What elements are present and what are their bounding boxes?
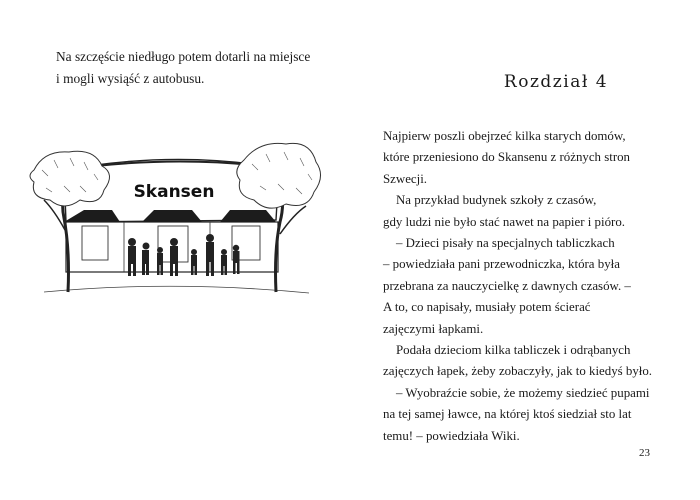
left-page-text [56, 46, 336, 90]
skansen-illustration [24, 130, 324, 300]
text-line: temu! – powiedziała Wiki. [383, 428, 520, 443]
chapter-body [383, 126, 673, 447]
chapter-title: Rozdział 4 [503, 72, 609, 92]
skansen-drawing [24, 130, 324, 300]
text-line: – powiedziała pani przewodniczka, która była [383, 257, 620, 272]
text-line: Na przykład budynek szkoły z czasów, [396, 193, 597, 208]
skansen-sign-text: Skansen [133, 182, 215, 202]
text-line: – Dzieci pisały na specjalnych tabliczkach [396, 236, 615, 251]
text-line: – Wyobraźcie sobie, że możemy siedzieć pupami [396, 385, 650, 400]
text-line: A to, co napisały, musiały potem ścierać [383, 300, 591, 315]
text-line: Podała dzieciom kilka tabliczek i odrąbanych [396, 343, 631, 358]
text-line: i mogli wysiąść z autobusu. [56, 71, 205, 86]
text-line: zajęczymi łapkami. [383, 321, 484, 336]
text-line: na tej samej ławce, na której ktoś siedział sto lat [383, 407, 632, 422]
text-line: zajęczych łapek, żeby zobaczyły, jak to kiedyś było. [383, 364, 653, 379]
text-line: przebrana za nauczycielkę z dawnych czasów. – [383, 278, 631, 293]
text-line: Na szczęście niedługo potem dotarli na miejsce [56, 49, 311, 64]
page-number: 23 [639, 447, 650, 459]
text-line: Najpierw poszli obejrzeć kilka starych domów, [383, 129, 626, 143]
text-line: które przeniesiono do Skansenu z różnych stron [383, 150, 631, 165]
text-line: Szwecji. [383, 171, 428, 186]
text-line: gdy ludzi nie było stać nawet na papier i pióro. [383, 214, 625, 229]
right-page [350, 0, 700, 500]
